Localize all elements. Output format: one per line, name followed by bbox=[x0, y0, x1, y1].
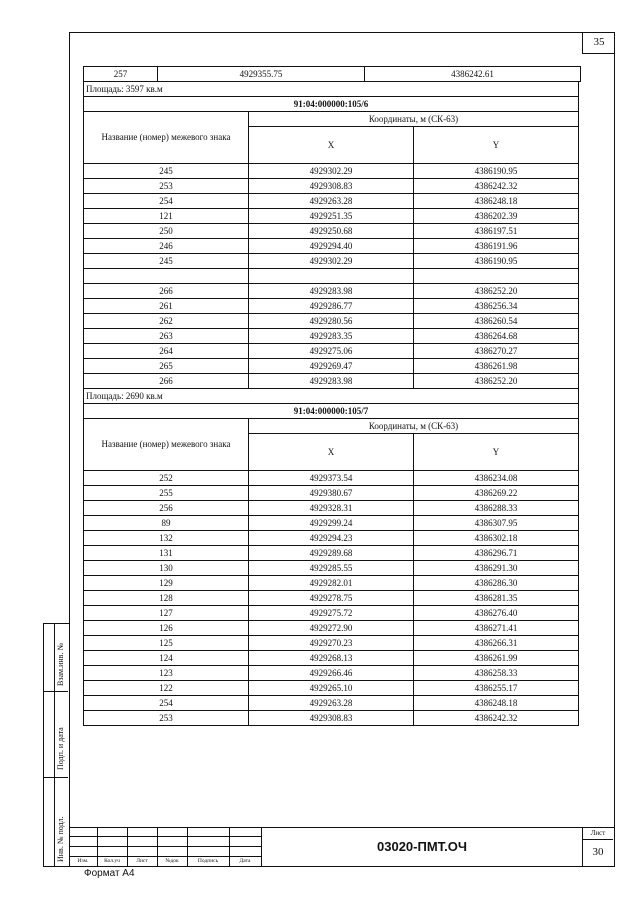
coord-y: 4386281.35 bbox=[414, 591, 579, 606]
coord-x: 4929272.90 bbox=[249, 621, 414, 636]
table-row bbox=[84, 374, 579, 389]
coord-x: 4929275.06 bbox=[249, 344, 414, 359]
coord-x: 4929283.98 bbox=[249, 284, 414, 299]
table-row bbox=[84, 561, 579, 576]
coord-x: 4929355.75 bbox=[158, 67, 365, 82]
side-label-signature: Подп. и дата bbox=[56, 727, 65, 770]
coord-y: 4386256.34 bbox=[414, 299, 579, 314]
format-label: Формат А4 bbox=[84, 868, 135, 879]
coord-x: 4929294.40 bbox=[249, 239, 414, 254]
point-name: 123 bbox=[84, 666, 249, 681]
coord-x: 4929283.35 bbox=[249, 329, 414, 344]
point-name: 245 bbox=[84, 164, 249, 179]
point-name: 130 bbox=[84, 561, 249, 576]
table-row bbox=[84, 299, 579, 314]
coord-y: 4386261.99 bbox=[414, 651, 579, 666]
coord-x: 4929289.68 bbox=[249, 546, 414, 561]
col-label: №док bbox=[165, 858, 179, 864]
coord-x: 4929294.23 bbox=[249, 531, 414, 546]
point-name: 122 bbox=[84, 681, 249, 696]
table-row bbox=[84, 344, 579, 359]
coord-x: 4929308.83 bbox=[249, 179, 414, 194]
table-row bbox=[84, 209, 579, 224]
coord-x: 4929328.31 bbox=[249, 501, 414, 516]
header-coords: Координаты, м (СК-63) bbox=[249, 419, 579, 434]
coord-y: 4386197.51 bbox=[414, 224, 579, 239]
point-name: 257 bbox=[84, 67, 158, 82]
table-row bbox=[84, 67, 581, 82]
table-row bbox=[84, 314, 579, 329]
coord-y: 4386286.30 bbox=[414, 576, 579, 591]
coord-x: 4929270.23 bbox=[249, 636, 414, 651]
point-name: 262 bbox=[84, 314, 249, 329]
table-row bbox=[84, 239, 579, 254]
table-row bbox=[84, 696, 579, 711]
coord-y: 4386190.95 bbox=[414, 164, 579, 179]
col-label: Изм. bbox=[77, 858, 89, 864]
header-y: Y bbox=[414, 127, 579, 164]
coord-y: 4386202.39 bbox=[414, 209, 579, 224]
coord-y: 4386271.41 bbox=[414, 621, 579, 636]
point-name: 266 bbox=[84, 374, 249, 389]
coord-x: 4929266.46 bbox=[249, 666, 414, 681]
coord-y: 4386307.95 bbox=[414, 516, 579, 531]
table-row bbox=[84, 164, 579, 179]
point-name: 131 bbox=[84, 546, 249, 561]
sheet-box bbox=[583, 828, 613, 866]
header-x: X bbox=[249, 127, 414, 164]
coord-y: 4386191.96 bbox=[414, 239, 579, 254]
plot-id: 91:04:000000:105/7 bbox=[84, 404, 579, 419]
header-row bbox=[84, 112, 579, 127]
coord-y: 4386242.32 bbox=[414, 179, 579, 194]
coordinates-table bbox=[83, 403, 579, 726]
point-name: 129 bbox=[84, 576, 249, 591]
coordinates-table bbox=[83, 96, 579, 389]
table-row bbox=[84, 546, 579, 561]
header-x: X bbox=[249, 434, 414, 471]
coord-y: 4386264.68 bbox=[414, 329, 579, 344]
side-label-replacement: Взам.инв. № bbox=[56, 642, 65, 686]
col-label: Лист bbox=[136, 858, 148, 864]
title-block bbox=[69, 827, 615, 867]
plot-area: Площадь: 3597 кв.м bbox=[83, 82, 579, 96]
col-label: Подпись bbox=[197, 858, 219, 864]
plot-id-row bbox=[84, 97, 579, 112]
side-label-inventory: Инв. № подл. bbox=[56, 816, 65, 862]
point-name: 127 bbox=[84, 606, 249, 621]
coord-x: 4929263.28 bbox=[249, 194, 414, 209]
coord-y: 4386258.33 bbox=[414, 666, 579, 681]
coord-x: 4929283.98 bbox=[249, 374, 414, 389]
coord-y: 4386270.27 bbox=[414, 344, 579, 359]
point-name: 89 bbox=[84, 516, 249, 531]
coord-x: 4929263.28 bbox=[249, 696, 414, 711]
point-name: 254 bbox=[84, 194, 249, 209]
coord-x: 4929285.55 bbox=[249, 561, 414, 576]
plot-id: 91:04:000000:105/6 bbox=[84, 97, 579, 112]
table-row bbox=[84, 254, 579, 269]
table-row bbox=[84, 486, 579, 501]
point-name: 261 bbox=[84, 299, 249, 314]
coord-x: 4929278.75 bbox=[249, 591, 414, 606]
title-block-labels bbox=[69, 857, 261, 867]
point-name: 132 bbox=[84, 531, 249, 546]
top-row-table bbox=[83, 66, 581, 82]
plots-container bbox=[83, 82, 579, 726]
point-name: 121 bbox=[84, 209, 249, 224]
coord-y: 4386248.18 bbox=[414, 696, 579, 711]
title-block-grid bbox=[69, 828, 261, 868]
point-name: 263 bbox=[84, 329, 249, 344]
coord-x: 4929302.29 bbox=[249, 164, 414, 179]
coord-y: 4386234.08 bbox=[414, 471, 579, 486]
point-name: 256 bbox=[84, 501, 249, 516]
point-name: 255 bbox=[84, 486, 249, 501]
coord-y: 4386288.33 bbox=[414, 501, 579, 516]
coord-x: 4929251.35 bbox=[249, 209, 414, 224]
coord-y: 4386190.95 bbox=[414, 254, 579, 269]
coord-y: 4386266.31 bbox=[414, 636, 579, 651]
coord-x: 4929268.13 bbox=[249, 651, 414, 666]
coord-y bbox=[414, 269, 579, 284]
table-row bbox=[84, 329, 579, 344]
point-name: 125 bbox=[84, 636, 249, 651]
point-name: 250 bbox=[84, 224, 249, 239]
table-row bbox=[84, 359, 579, 374]
table-row bbox=[84, 224, 579, 239]
plot-area: Площадь: 2690 кв.м bbox=[83, 389, 579, 403]
coord-y: 4386296.71 bbox=[414, 546, 579, 561]
table-row bbox=[84, 666, 579, 681]
header-name: Название (номер) межевого знака bbox=[84, 112, 249, 164]
point-name: 252 bbox=[84, 471, 249, 486]
coord-x: 4929280.56 bbox=[249, 314, 414, 329]
header-coords: Координаты, м (СК-63) bbox=[249, 112, 579, 127]
sheet-label: Лист bbox=[583, 828, 613, 840]
document-code: 03020-ПМТ.ОЧ bbox=[261, 828, 583, 866]
table-row bbox=[84, 531, 579, 546]
table-row bbox=[84, 621, 579, 636]
coord-x: 4929380.67 bbox=[249, 486, 414, 501]
side-stamp bbox=[43, 623, 69, 867]
side-cell-replacement bbox=[44, 624, 68, 692]
header-row bbox=[84, 419, 579, 434]
coord-x: 4929250.68 bbox=[249, 224, 414, 239]
table-row bbox=[84, 681, 579, 696]
coord-x: 4929308.83 bbox=[249, 711, 414, 726]
point-name: 246 bbox=[84, 239, 249, 254]
coord-y: 4386276.40 bbox=[414, 606, 579, 621]
coord-y: 4386252.20 bbox=[414, 284, 579, 299]
col-label: Кол.уч bbox=[104, 858, 120, 864]
coord-y: 4386261.98 bbox=[414, 359, 579, 374]
coord-x: 4929269.47 bbox=[249, 359, 414, 374]
table-row bbox=[84, 651, 579, 666]
point-name bbox=[84, 269, 249, 284]
plot-id-row bbox=[84, 404, 579, 419]
coord-x: 4929286.77 bbox=[249, 299, 414, 314]
table-row bbox=[84, 711, 579, 726]
table-row bbox=[84, 269, 579, 284]
coord-y: 4386302.18 bbox=[414, 531, 579, 546]
table-row bbox=[84, 501, 579, 516]
table-row bbox=[84, 471, 579, 486]
coord-y: 4386242.61 bbox=[365, 67, 581, 82]
point-name: 124 bbox=[84, 651, 249, 666]
point-name: 265 bbox=[84, 359, 249, 374]
coord-x: 4929373.54 bbox=[249, 471, 414, 486]
point-name: 253 bbox=[84, 711, 249, 726]
coord-y: 4386242.32 bbox=[414, 711, 579, 726]
point-name: 254 bbox=[84, 696, 249, 711]
coord-x: 4929299.24 bbox=[249, 516, 414, 531]
table-row bbox=[84, 179, 579, 194]
col-label: Дата bbox=[239, 858, 251, 864]
table-row bbox=[84, 194, 579, 209]
table-row bbox=[84, 516, 579, 531]
coord-y: 4386260.54 bbox=[414, 314, 579, 329]
coord-y: 4386291.30 bbox=[414, 561, 579, 576]
side-cell-signature bbox=[44, 692, 68, 778]
point-name: 266 bbox=[84, 284, 249, 299]
point-name: 128 bbox=[84, 591, 249, 606]
point-name: 264 bbox=[84, 344, 249, 359]
coord-x: 4929302.29 bbox=[249, 254, 414, 269]
page-number: 35 bbox=[582, 32, 615, 54]
coord-x: 4929282.01 bbox=[249, 576, 414, 591]
point-name: 253 bbox=[84, 179, 249, 194]
point-name: 126 bbox=[84, 621, 249, 636]
header-name: Название (номер) межевого знака bbox=[84, 419, 249, 471]
sheet-value: 30 bbox=[592, 846, 604, 858]
header-y: Y bbox=[414, 434, 579, 471]
coord-y: 4386252.20 bbox=[414, 374, 579, 389]
point-name: 245 bbox=[84, 254, 249, 269]
table-row bbox=[84, 606, 579, 621]
side-cell-inventory bbox=[44, 778, 68, 866]
coord-x: 4929265.10 bbox=[249, 681, 414, 696]
table-row bbox=[84, 284, 579, 299]
coordinates-content bbox=[83, 66, 579, 726]
coord-y: 4386269.22 bbox=[414, 486, 579, 501]
coord-x bbox=[249, 269, 414, 284]
coord-y: 4386248.18 bbox=[414, 194, 579, 209]
table-row bbox=[84, 636, 579, 651]
table-row bbox=[84, 576, 579, 591]
coord-x: 4929275.72 bbox=[249, 606, 414, 621]
table-row bbox=[84, 591, 579, 606]
coord-y: 4386255.17 bbox=[414, 681, 579, 696]
